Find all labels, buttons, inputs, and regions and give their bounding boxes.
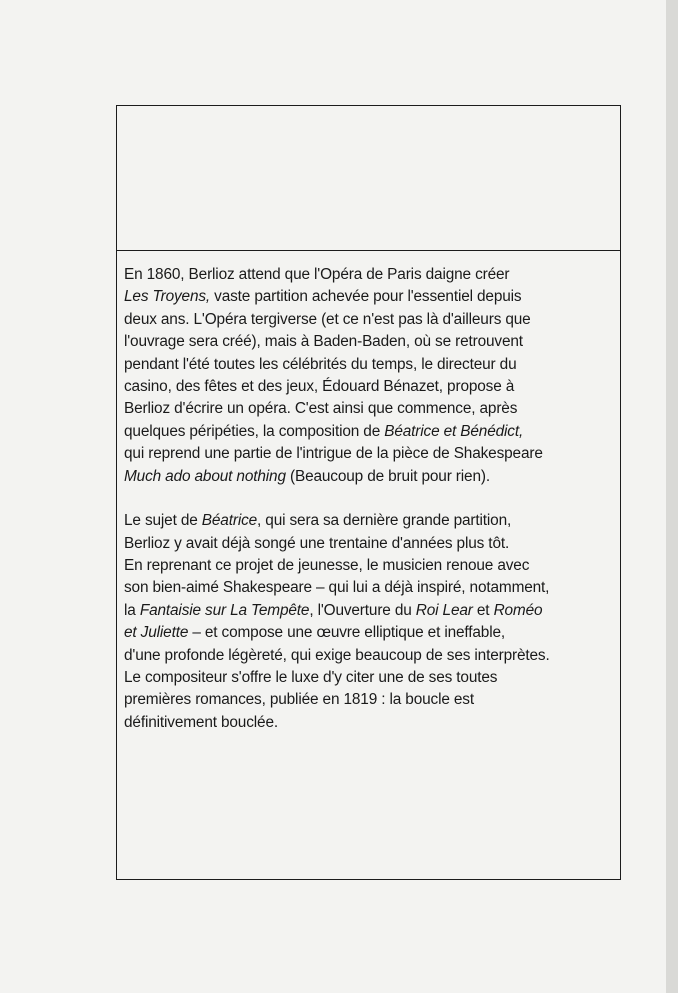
text-segment: vaste partition achevée pour l'essentiel depuis bbox=[210, 288, 522, 306]
text-segment: quelques péripéties, la composition de bbox=[124, 422, 385, 440]
paragraph bbox=[124, 510, 616, 734]
text-line bbox=[124, 354, 616, 376]
body-text bbox=[124, 264, 616, 734]
text-line bbox=[124, 667, 616, 689]
text-line bbox=[124, 533, 616, 555]
text-line bbox=[124, 421, 616, 443]
text-segment: (Beaucoup de bruit pour rien). bbox=[285, 467, 490, 485]
text-segment: deux ans. L'Opéra tergiverse (et ce n'est pas là d'ailleurs que bbox=[124, 310, 531, 328]
text-line bbox=[124, 622, 616, 644]
text-segment: , l'Ouverture du bbox=[309, 601, 416, 619]
text-segment: et bbox=[472, 601, 494, 619]
text-frame bbox=[116, 105, 621, 880]
text-line bbox=[124, 398, 616, 420]
text-line bbox=[124, 309, 616, 331]
text-line bbox=[124, 286, 616, 308]
paragraph-gap bbox=[124, 488, 616, 510]
text-segment: casino, des fêtes et des jeux, Édouard Bénazet, propose à bbox=[124, 377, 515, 395]
text-segment: premières romances, publiée en 1819 : la boucle est bbox=[124, 691, 474, 709]
italic-text: Fantaisie sur La Tempête bbox=[139, 601, 310, 619]
italic-text: et Juliette bbox=[124, 624, 189, 642]
text-segment: définitivement bouclée. bbox=[124, 713, 278, 731]
italic-text: Roméo bbox=[493, 601, 543, 619]
text-segment: l'ouvrage sera créé), mais à Baden-Baden, où se retrouvent bbox=[124, 333, 523, 351]
italic-text: Much ado about nothing bbox=[124, 467, 286, 485]
text-line bbox=[124, 645, 616, 667]
text-segment: pendant l'été toutes les célébrités du temps, le directeur du bbox=[124, 355, 517, 373]
italic-text: Béatrice et Bénédict, bbox=[384, 422, 524, 440]
text-line bbox=[124, 555, 616, 577]
text-line bbox=[124, 712, 616, 734]
text-line bbox=[124, 376, 616, 398]
text-segment: qui reprend une partie de l'intrigue de la pièce de Shakespeare bbox=[124, 445, 543, 463]
text-line bbox=[124, 331, 616, 353]
frame-divider bbox=[117, 250, 620, 251]
italic-text: Béatrice bbox=[201, 512, 258, 530]
text-segment: Le compositeur s'offre le luxe d'y citer une de ses toutes bbox=[124, 669, 498, 687]
text-segment: Berlioz y avait déjà songé une trentaine d'années plus tôt. bbox=[124, 534, 510, 552]
text-line bbox=[124, 466, 616, 488]
text-line bbox=[124, 600, 616, 622]
text-segment: En 1860, Berlioz attend que l'Opéra de Paris daigne créer bbox=[124, 266, 510, 283]
text-segment: En reprenant ce projet de jeunesse, le musicien renoue avec bbox=[124, 557, 530, 575]
text-line bbox=[124, 264, 616, 286]
italic-text: Les Troyens, bbox=[124, 288, 211, 306]
text-segment: – et compose une œuvre elliptique et ineffable, bbox=[188, 624, 506, 642]
page-edge bbox=[666, 0, 678, 993]
text-line bbox=[124, 689, 616, 711]
text-line bbox=[124, 443, 616, 465]
text-segment: , qui sera sa dernière grande partition, bbox=[257, 512, 512, 530]
italic-text: Roi Lear bbox=[415, 601, 473, 619]
text-segment: la bbox=[124, 601, 140, 619]
text-segment: Berlioz d'écrire un opéra. C'est ainsi que commence, après bbox=[124, 400, 518, 418]
text-line bbox=[124, 577, 616, 599]
text-segment: d'une profonde légèreté, qui exige beaucoup de ses interprètes. bbox=[124, 646, 550, 664]
paragraph bbox=[124, 264, 616, 488]
text-segment: Le sujet de bbox=[124, 512, 202, 530]
text-segment: son bien-aimé Shakespeare – qui lui a déjà inspiré, notamment, bbox=[124, 579, 550, 597]
text-line bbox=[124, 510, 616, 532]
